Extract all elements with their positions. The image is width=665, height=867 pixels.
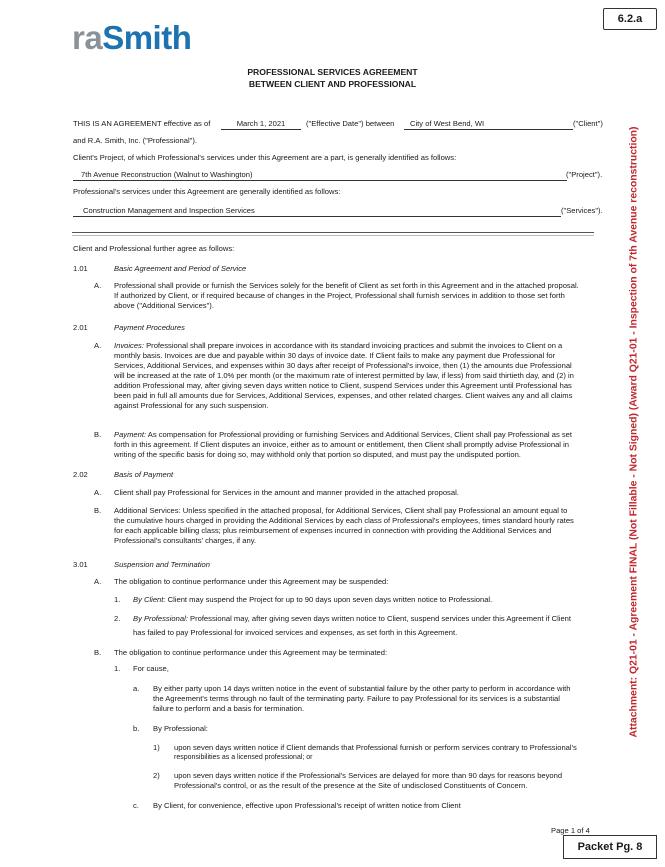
text-line: Services, Additional Services, and expenses within 30 days after receipt of Professional's invoice, then (1) the amounts due Professional <box>114 361 572 370</box>
item-letter: c. <box>133 801 139 810</box>
further-agree: Client and Professional further agree as follows: <box>73 244 235 253</box>
termination-for-convenience: By Client, for convenience, effective upon Professional's receipt of written notice from Client <box>153 801 461 810</box>
section-number: 1.01 <box>73 264 88 273</box>
text-span: Professional shall prepare invoices in accordance with its standard invoicing practices and submit the invoices to Client on a <box>146 341 563 350</box>
text-line: Professional's consultants' charges, if any. <box>114 536 257 545</box>
packet-page-box: Packet Pg. 8 <box>563 835 657 859</box>
text-line: upon seven days written notice if Client demands that Professional furnish or perform services contrary to Professional's <box>174 743 577 752</box>
item-letter: A. <box>94 341 102 350</box>
section-number: 3.01 <box>73 560 88 569</box>
intro-line-3: Client's Project, of which Professional's services under this Agreement are a part, is generally identified as follows: <box>73 153 457 162</box>
paragraph-2-02-a: Client shall pay Professional for Services in the amount and manner provided in the attached proposal. <box>114 488 459 497</box>
logo-smith: Smith <box>102 19 192 56</box>
text-line: By either party upon 14 days written notice in the event of substantial failure by the other party to perform in accordance with <box>153 684 571 693</box>
text-span: As compensation for Professional providing or furnishing Services and Additional Services, Client shall pay Professional as set <box>147 430 572 439</box>
text-line: If authorized by Client, or if required because of changes in the Project, Professional shall furnish services in addition to those set forth <box>114 291 565 300</box>
text-line <box>114 430 572 440</box>
text-line: responsibilities as a licensed professional; or <box>174 754 313 761</box>
section-number: 2.01 <box>73 323 88 332</box>
paragraph-2-01-b <box>114 430 572 460</box>
divider-light <box>72 235 594 236</box>
text-span: Client may suspend the Project for up to 90 days upon seven days written notice to Professional. <box>167 595 493 604</box>
project-tag: ("Project"). <box>566 170 603 179</box>
item-number: 2) <box>153 771 160 780</box>
text-line: the cumulative hours charged in providing the Additional Services by each class of Professional's employees, times standard hourly rates <box>114 516 574 525</box>
client-name-field: City of West Bend, WI <box>404 119 573 130</box>
item-number: 1) <box>153 743 160 752</box>
termination-reason-2 <box>174 771 562 791</box>
attachment-label: Attachment: Q21-01 - Agreement FINAL (Not Fillable - Not Signed) (Award Q21-01 - Inspection of 7th Avenue reconstruction) <box>628 126 640 738</box>
text-line <box>114 341 574 351</box>
section-heading: Basis of Payment <box>114 470 174 479</box>
text-span: Professional may, after giving seven days written notice to Client, suspend services under this Agreement if Client <box>190 614 571 623</box>
suspension-by-professional <box>133 614 571 638</box>
intro-text: THIS IS AN AGREEMENT effective as of <box>73 119 211 128</box>
text-line: addition Professional may, after giving seven days written notice to Client, suspend Services under this Agreement until Professional has <box>114 381 572 390</box>
text-line: against Professional for any such suspension. <box>114 401 269 410</box>
text-line: forth in this agreement. If Client disputes an invoice, either as to amount or entitlement, then Client shall promptly advise Professional in <box>114 440 570 449</box>
lead-term: Invoices: <box>114 341 144 350</box>
page-number: Page 1 of 4 <box>551 826 590 835</box>
paragraph-3-01-a: The obligation to continue performance under this Agreement may be suspended: <box>114 577 389 586</box>
document-badge: 6.2.a <box>603 8 657 30</box>
section-heading: Basic Agreement and Period of Service <box>114 264 247 273</box>
client-tag: ("Client") <box>573 119 603 128</box>
text-line: for each applicable billing class; plus reimbursement of expenses incurred in connection with providing the Additional Services and <box>114 526 552 535</box>
section-number: 2.02 <box>73 470 88 479</box>
text-line: the Agreement's terms through no fault of the terminating party. Failure to pay Professional for its services is a substantial <box>153 694 560 703</box>
item-letter: B. <box>94 430 102 439</box>
intro-line-5: Professional's services under this Agreement are generally identified as follows: <box>73 187 341 196</box>
text-line: monthly basis. Invoices are due and payable within 30 days of invoice date. If Client fails to make any payment due Professional for <box>114 351 556 360</box>
page-title: PROFESSIONAL SERVICES AGREEMENT <box>247 67 418 77</box>
item-number: 2. <box>114 614 121 623</box>
text-line: failure to perform and a basis for termination. <box>153 704 305 713</box>
item-letter: A. <box>94 577 102 586</box>
lead-term: By Professional: <box>133 614 188 623</box>
for-cause: For cause, <box>133 664 169 673</box>
text-line: will be increased at the rate of 1.0% per month (or the maximum rate of interest permitted by law, if less) from said thirtieth day, and (2) in <box>114 371 574 380</box>
page-subtitle: BETWEEN CLIENT AND PROFESSIONAL <box>248 79 417 89</box>
project-field: 7th Avenue Reconstruction (Walnut to Washington) <box>73 170 567 181</box>
text-line: writing of the specific basis for doing so, may withhold only that portion so disputed, and must pay the undisputed portion. <box>114 450 521 459</box>
effective-date-label: ("Effective Date") between <box>306 119 395 128</box>
intro-line-1 <box>73 119 210 129</box>
intro-line-2: and R.A. Smith, Inc. ("Professional"). <box>73 136 197 145</box>
section-heading: Payment Procedures <box>114 323 185 332</box>
effective-date-field: March 1, 2021 <box>221 119 301 130</box>
suspension-by-client <box>133 595 492 605</box>
text-line: has failed to pay Professional for invoiced services and expenses, as set forth in this Agreement. <box>133 628 458 637</box>
rasmith-logo <box>72 18 191 58</box>
services-field: Construction Management and Inspection Services <box>73 206 561 217</box>
logo-ra: ra <box>72 19 103 56</box>
text-line: Professional shall provide or furnish the Services solely for the benefit of Client as set forth in this Agreement and in the attached proposal. <box>114 281 579 290</box>
by-professional-heading: By Professional: <box>153 724 208 733</box>
text-line: upon seven days written notice if the Professional's Services are delayed for more than 90 days for reasons beyond <box>174 771 563 780</box>
item-letter: a. <box>133 684 140 693</box>
item-number: 1. <box>114 664 121 673</box>
termination-by-either-party <box>153 684 570 714</box>
paragraph-2-01-a <box>114 341 574 411</box>
text-line: above ("Additional Services"). <box>114 301 214 310</box>
services-tag: ("Services"). <box>561 206 603 215</box>
paragraph-3-01-b: The obligation to continue performance under this Agreement may be terminated: <box>114 648 388 657</box>
item-letter: A. <box>94 488 102 497</box>
item-letter: B. <box>94 648 102 657</box>
item-letter: B. <box>94 506 102 515</box>
item-number: 1. <box>114 595 121 604</box>
item-letter: b. <box>133 724 140 733</box>
divider <box>72 232 594 233</box>
text-line: Additional Services: Unless specified in the attached proposal, for Additional Services, Client shall pay Professional an amount equal to <box>114 506 568 515</box>
text-line: been paid in full all amounts due for Services, Additional Services, expenses, and other related charges. Client waives any and all claims <box>114 391 573 400</box>
paragraph-2-02-b <box>114 506 574 546</box>
lead-term: Payment: <box>114 430 147 439</box>
text-line <box>133 614 571 624</box>
section-heading: Suspension and Termination <box>114 560 210 569</box>
item-letter: A. <box>94 281 102 290</box>
text-line: Professional's control, or as the result of the presence at the Site of undisclosed Constituents of Concern. <box>174 781 528 790</box>
termination-reason-1 <box>174 743 577 763</box>
lead-term: By Client: <box>133 595 166 604</box>
paragraph-1-01-a <box>114 281 579 311</box>
